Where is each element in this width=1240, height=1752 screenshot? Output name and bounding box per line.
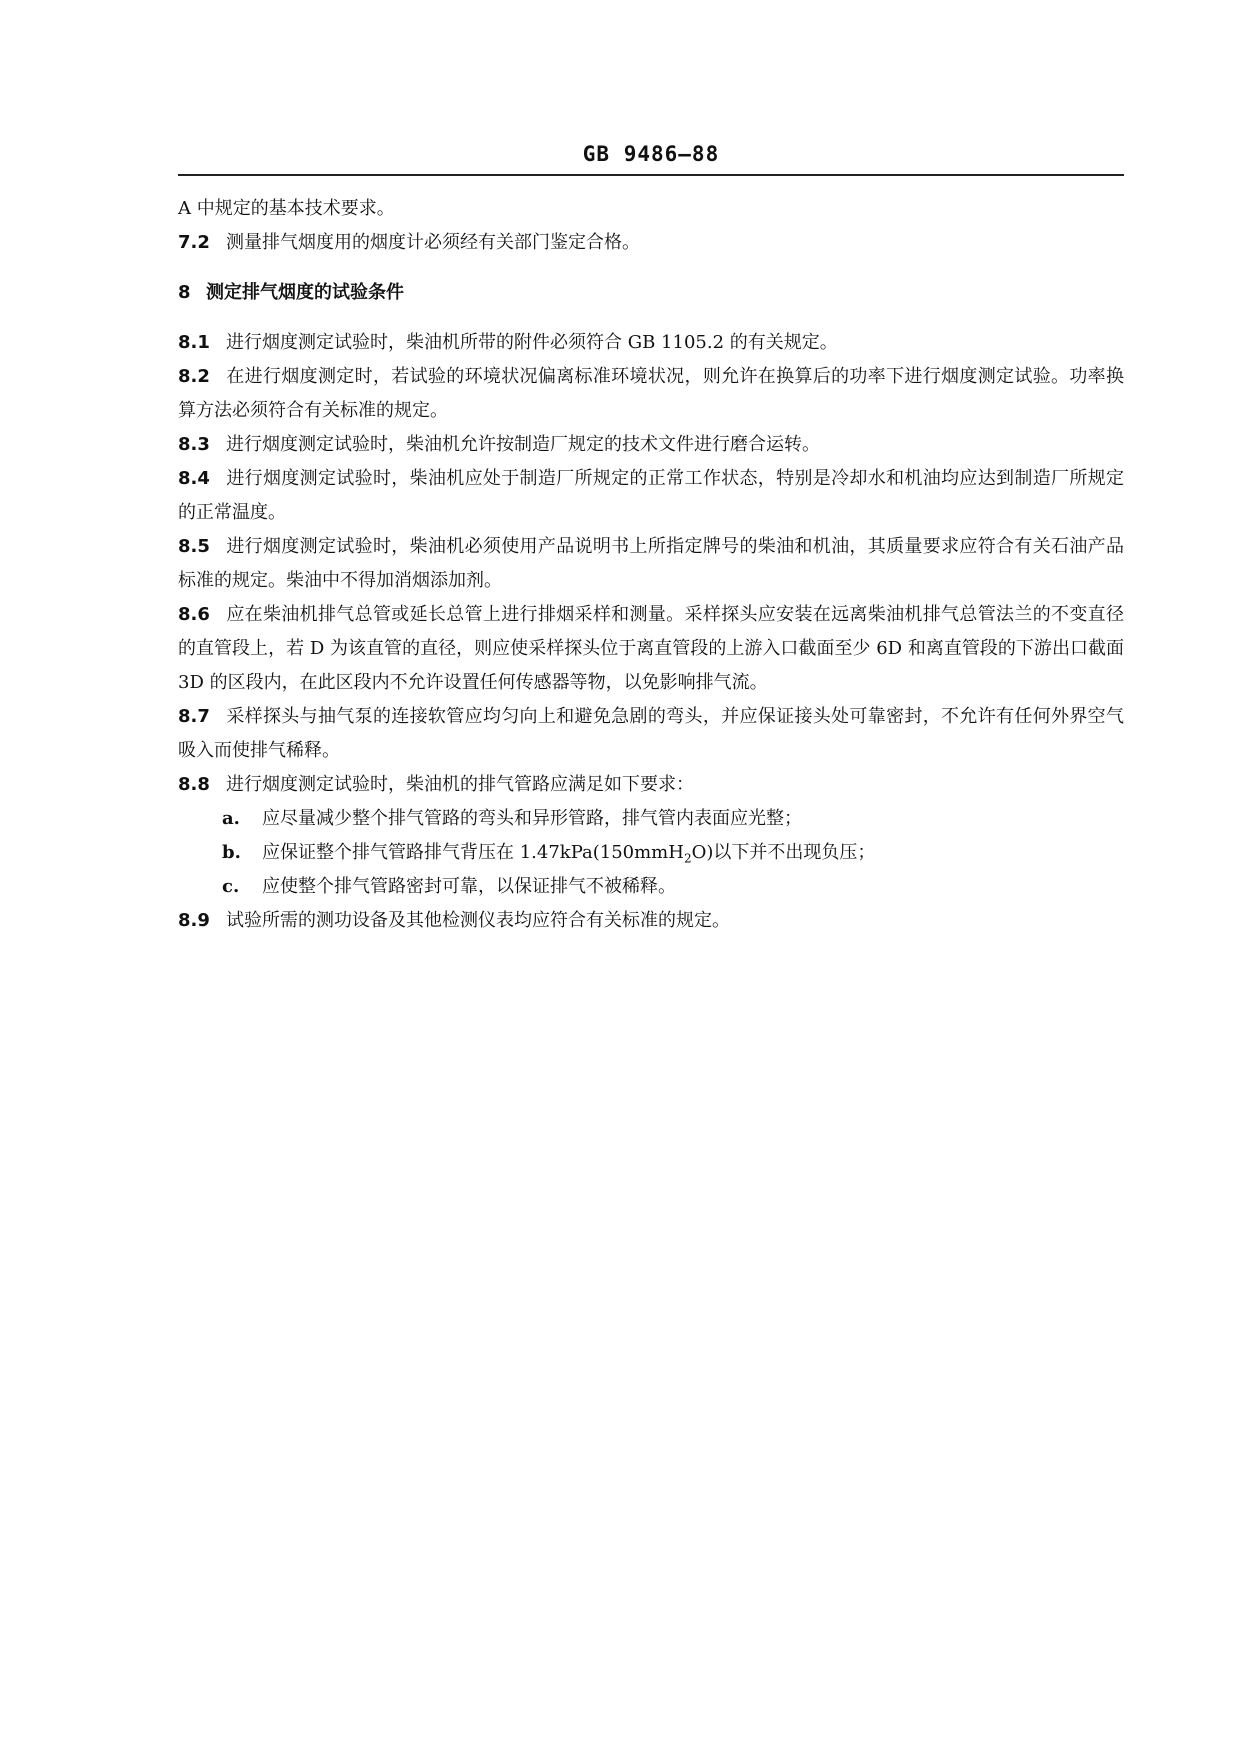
clause-text: 采样探头与抽气泵的连接软管应均匀向上和避免急剧的弯头，并应保证接头处可靠密封，不允许有任何外界空气吸入而使排气稀释。 [178,706,1124,761]
clause-number: 8.9 [178,910,210,931]
clause-8-7 [178,700,1124,768]
continuation-line: A 中规定的基本技术要求。 [178,198,395,219]
clause-8-4 [178,462,1124,530]
clause-text: 进行烟度测定试验时，柴油机的排气管路应满足如下要求： [226,774,694,795]
clause-text: 试验所需的测功设备及其他检测仪表均应符合有关标准的规定。 [226,910,730,931]
clause-text: 进行烟度测定试验时，柴油机所带的附件必须符合 GB 1105.2 的有关规定。 [226,332,838,353]
clause-8-2 [178,360,1124,428]
section-8-title [178,276,1124,310]
clause-number: 8.6 [178,604,210,625]
clause-number: 8.3 [178,434,210,455]
clause-8-8-item-c [178,870,1124,904]
item-text-after: O)以下并不出现负压； [691,842,876,863]
clause-8-8 [178,768,1124,802]
clause-number: 8.8 [178,774,210,795]
clause-number: 8.2 [178,366,210,387]
clause-8-1 [178,326,1124,360]
item-label: a. [222,808,240,829]
page-header-code: GB 9486—88 [582,142,720,166]
clause-number: 8.7 [178,706,210,727]
clause-text: 进行烟度测定试验时，柴油机允许按制造厂规定的技术文件进行磨合运转。 [226,434,820,455]
clause-text: 测量排气烟度用的烟度计必须经有关部门鉴定合格。 [226,232,640,253]
clause-text: 进行烟度测定试验时，柴油机必须使用产品说明书上所指定牌号的柴油和机油，其质量要求应符合有关石油产品标准的规定。柴油中不得加消烟添加剂。 [178,536,1124,591]
document-body [178,192,1124,938]
clause-number: 8.1 [178,332,210,353]
clause-8-5 [178,530,1124,598]
clause-7-2 [178,226,1124,260]
clause-text: 进行烟度测定试验时，柴油机应处于制造厂所规定的正常工作状态，特别是冷却水和机油均应达到制造厂所规定的正常温度。 [178,468,1124,523]
section-title-text: 测定排气烟度的试验条件 [206,282,404,303]
clause-text: 应在柴油机排气总管或延长总管上进行排烟采样和测量。采样探头应安装在远离柴油机排气总管法兰的不变直径的直管段上，若 D 为该直管的直径，则应使采样探头位于离直管段的上游入口截面至少 6D 和离直管段的下游出口截面 3D 的区段内，在此区段内不允许设置任何传感器等物，以免影响排气流。 [178,604,1124,693]
section-number: 8 [178,282,191,303]
clause-8-9 [178,904,1124,938]
clause-8-8-item-a [178,802,1124,836]
header-rule [178,174,1124,176]
clause-number: 7.2 [178,232,210,253]
item-text: 应尽量减少整个排气管路的弯头和异形管路，排气管内表面应光整； [262,808,802,829]
item-label: b. [222,842,241,863]
item-subscript: 2 [683,851,692,866]
clause-number: 8.5 [178,536,210,557]
item-text-before: 应保证整个排气管路排气背压在 1.47kPa(150mmH [262,842,684,863]
clause-text: 在进行烟度测定时，若试验的环境状况偏离标准环境状况，则允许在换算后的功率下进行烟度测定试验。功率换算方法必须符合有关标准的规定。 [178,366,1124,421]
clause-number: 8.4 [178,468,210,489]
clause-8-8-item-b [178,836,1124,870]
clause-8-3 [178,428,1124,462]
item-text: 应使整个排气管路密封可靠，以保证排气不被稀释。 [262,876,676,897]
item-label: c. [222,876,240,897]
clause-8-6 [178,598,1124,700]
